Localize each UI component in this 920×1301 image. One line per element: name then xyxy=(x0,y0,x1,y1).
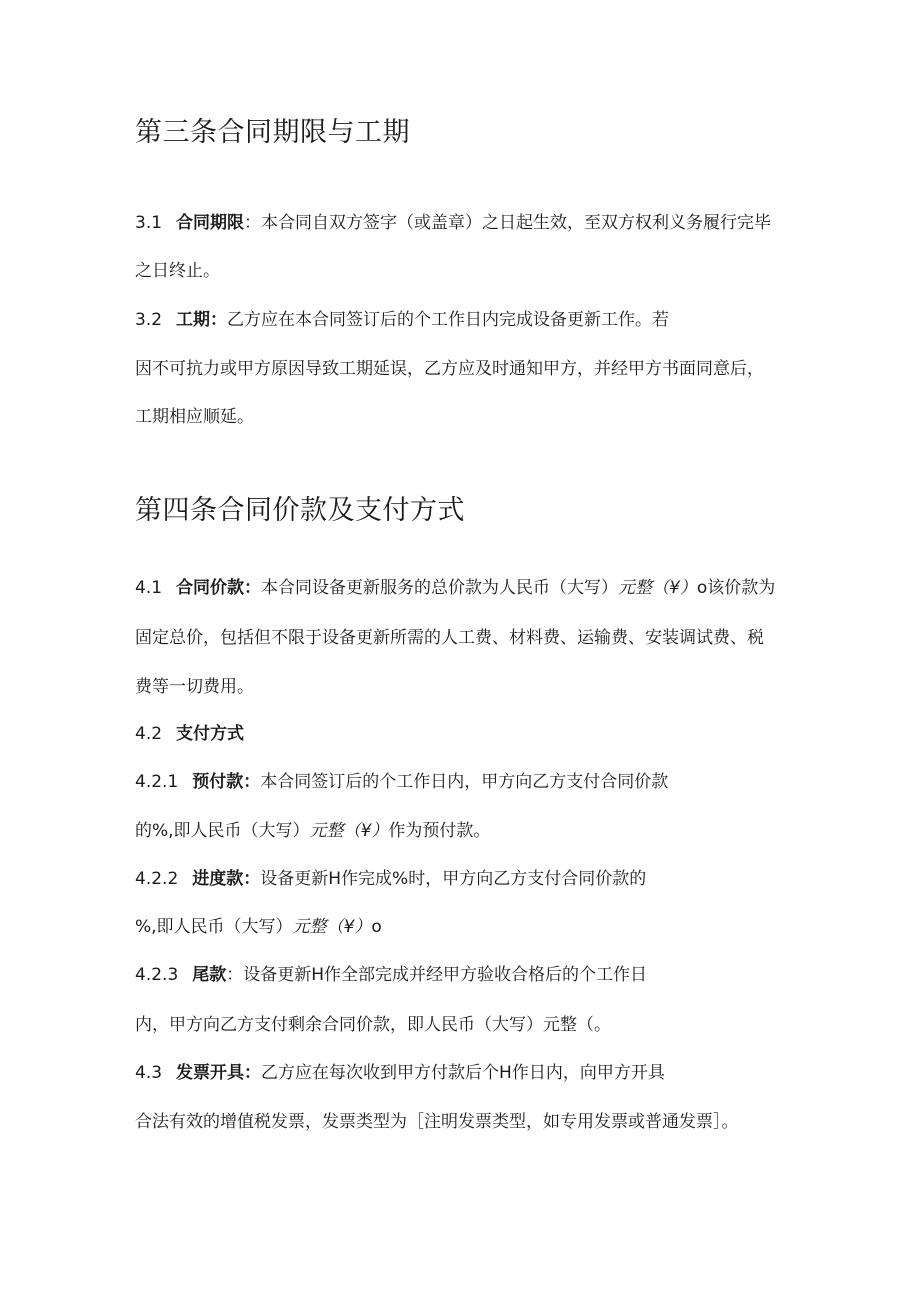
clause-term: 预付款： xyxy=(192,772,261,792)
clause-number: 4.2.2 xyxy=(135,869,179,889)
clause-text: o xyxy=(371,917,382,937)
clause-4-2-3-line-2: 内，甲方向乙方支付剩余合同价款，即人民币（大写）元整（。 xyxy=(135,1015,611,1035)
clause-number: 3.1 xyxy=(135,213,163,233)
clause-number: 4.1 xyxy=(135,578,163,598)
clause-3-2-line-2: 因不可抗力或甲方原因导致工期延误，乙方应及时通知甲方，并经甲方书面同意后， xyxy=(135,359,764,379)
clause-number: 4.2.3 xyxy=(135,965,179,985)
clause-4-2-2-line-2 xyxy=(135,912,382,937)
clause-term: 合同价款： xyxy=(176,578,262,598)
clause-term: 进度款： xyxy=(192,869,261,889)
clause-number: 4.2 xyxy=(135,724,163,744)
clause-term: 尾款 xyxy=(192,965,227,985)
clause-text: ：本合同自双方签字（或盖章）之日起生效，至双方权利义务履行完毕 xyxy=(244,213,772,233)
clause-4-1-line-1 xyxy=(135,573,775,598)
amount-placeholder: 元整（¥） xyxy=(292,917,372,937)
section-heading-article-3: 第三条合同期限与工期 xyxy=(135,117,410,148)
clause-text: 设备更新H作完成%时，甲方向乙方支付合同价款的 xyxy=(260,869,647,889)
clause-3-2-line-1 xyxy=(135,305,669,330)
clause-text: o该价款为 xyxy=(696,578,776,598)
clause-3-1-line-2: 之日终止。 xyxy=(135,261,220,281)
amount-placeholder: 元整（¥） xyxy=(618,578,697,598)
clause-4-1-line-2: 固定总价，包括但不限于设备更新所需的人工费、材料费、运输费、安装调试费、税 xyxy=(135,628,764,648)
clause-4-2-1-line-2 xyxy=(135,816,490,841)
clause-text: 乙方应在每次收到甲方付款后个H作日内，向甲方开具 xyxy=(261,1063,665,1083)
clause-term: 工期： xyxy=(176,310,228,330)
clause-text: 乙方应在本合同签订后的个工作日内完成设备更新工作。若 xyxy=(227,310,670,330)
clause-number: 4.3 xyxy=(135,1063,163,1083)
clause-3-2-line-3: 工期相应顺延。 xyxy=(135,407,254,427)
section-heading-article-4: 第四条合同价款及支付方式 xyxy=(135,495,465,526)
clause-4-1-line-3: 费等一切费用。 xyxy=(135,677,254,697)
clause-term: 合同期限 xyxy=(176,213,245,233)
clause-term: 发票开具： xyxy=(176,1063,262,1083)
clause-4-2-2-line-1 xyxy=(135,864,646,889)
clause-text: 本合同设备更新服务的总价款为人民币（大写） xyxy=(261,578,619,598)
clause-4-2-3-line-1 xyxy=(135,960,647,985)
clause-4-3-line-1 xyxy=(135,1058,665,1083)
clause-4-2-1-line-1 xyxy=(135,767,668,792)
amount-placeholder: 元整（¥） xyxy=(309,821,389,841)
clause-4-2-line-1 xyxy=(135,719,244,744)
clause-text: 本合同签订后的个工作日内，甲方向乙方支付合同价款 xyxy=(260,772,669,792)
clause-text: %,即人民币（大写） xyxy=(135,917,293,937)
clause-4-3-line-2: 合法有效的增值税发票，发票类型为［注明发票类型，如专用发票或普通发票］。 xyxy=(135,1112,739,1132)
clause-term: 支付方式 xyxy=(176,724,245,744)
clause-3-1-line-1 xyxy=(135,208,771,233)
clause-text: ：设备更新H作全部完成并经甲方验收合格后的个工作日 xyxy=(226,965,648,985)
clause-text: 作为预付款。 xyxy=(388,821,491,841)
clause-text: 的%,即人民币（大写） xyxy=(135,821,310,841)
clause-number: 3.2 xyxy=(135,310,163,330)
clause-number: 4.2.1 xyxy=(135,772,179,792)
